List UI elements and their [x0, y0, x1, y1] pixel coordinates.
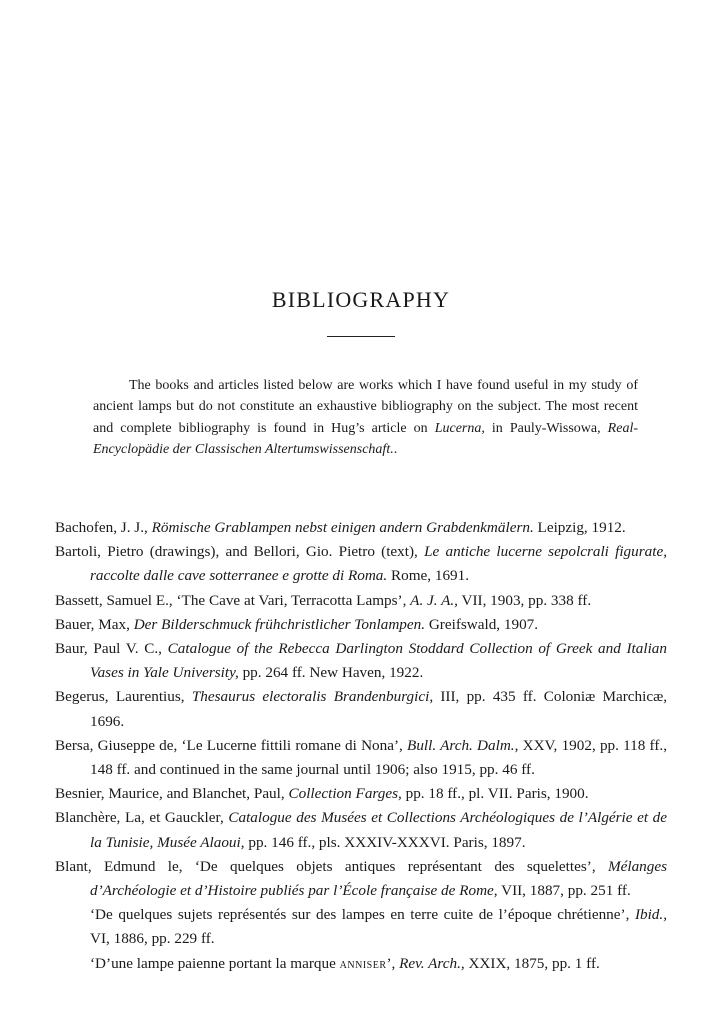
bib-entry-details: Rome, 1691. [387, 567, 470, 585]
bib-subentry [55, 952, 667, 976]
bib-entry-details: III, pp. 435 ff. Coloniæ Marchicæ, 1696. [90, 688, 667, 730]
bib-entry [55, 589, 667, 613]
bib-entry-title: Mélanges d’Archéologie et d’Histoire publiés par l’École française de Rome, [90, 857, 667, 900]
intro-realencyclopadie: Real-Encyclopädie der Classischen Altertumswissenschaft. [93, 420, 638, 458]
intro-text-1: The books and articles listed below are works which I have found useful in my study of ancient lamps but do not constitute an exhaustive bibliography on the subject. The most recent and complete bibliography is found in Hug’s article on [93, 378, 638, 436]
bib-entry-title: Der Bilderschmuck frühchristlicher Tonlampen. [133, 615, 426, 633]
bib-entry-details: pp. 264 ff. New Haven, 1922. [238, 664, 424, 682]
bib-entry-details: pp. 18 ff., pl. VII. Paris, 1900. [401, 785, 589, 803]
bib-entry [55, 613, 667, 637]
bib-subentry-text-2: ’, [386, 954, 400, 972]
bib-entry-title: Le antiche lucerne sepolcrali figurate, raccolte dalle cave sotterranee e grotte di Roma. [90, 543, 668, 585]
bib-subentry-details: XXIX, 1875, pp. 1 ff. [464, 954, 600, 972]
intro-text-3: . [393, 442, 398, 458]
bib-entry-details: pp. 146 ff., pls. XXXIV-XXXVI. Paris, 1897. [244, 833, 526, 851]
bib-entry [55, 637, 667, 685]
title-rule [327, 336, 395, 337]
bib-entry-author: Bauer, Max, [55, 615, 134, 633]
intro-lucerna: Lucerna, [434, 420, 485, 436]
bib-subentry-mark: anniser [339, 955, 387, 971]
bib-subentry [55, 903, 667, 951]
bib-entry-details: VII, 1903, pp. 338 ff. [457, 591, 592, 609]
bib-entry [55, 782, 667, 806]
bib-entry-author: Bachofen, J. J., [55, 519, 152, 536]
bib-subentry-text: ‘D’une lampe paienne portant la marque [90, 954, 340, 972]
bib-entry [55, 734, 667, 782]
bib-entry-details: XXV, 1902, pp. 118 ff., 148 ff. and continued in the same journal until 1906; also 1915, pp. 46 ff. [90, 736, 667, 779]
bib-entry-title: Bull. Arch. Dalm., [407, 736, 519, 754]
bib-entry-author: Blanchère, La, et Gauckler, [55, 809, 229, 827]
bib-subentry-title: Ibid., [634, 906, 667, 924]
bib-entry-author: Blant, Edmund le, ‘De quelques objets antiques représentant des squelettes’, [55, 857, 608, 875]
bibliography-list [55, 516, 667, 976]
bib-entry-details: Greifswald, 1907. [425, 615, 539, 633]
bib-entry-author: Baur, Paul V. C., [55, 640, 168, 658]
bib-entry-title: Thesaurus electoralis Brandenburgici, [191, 688, 434, 706]
bib-entry-author: Bersa, Giuseppe de, ‘Le Lucerne fittili romane di Nona’, [55, 736, 408, 754]
bib-subentry-text: ‘De quelques sujets représentés sur des lampes en terre cuite de l’époque chrétienne’, [90, 906, 635, 924]
bib-entry-author: Begerus, Laurentius, [55, 688, 192, 706]
bib-entry [55, 540, 667, 588]
bib-subentry-details: VI, 1886, pp. 229 ff. [90, 930, 215, 948]
bib-entry-title: Catalogue of the Rebecca Darlington Stoddard Collection of Greek and Italian Vases in Yale University, [90, 640, 667, 682]
bib-entry-author: Besnier, Maurice, and Blanchet, Paul, [55, 785, 289, 803]
intro-text [93, 375, 638, 461]
intro-paragraph [93, 375, 638, 461]
bib-entry-author: Bartoli, Pietro (drawings), and Bellori, Gio. Pietro (text), [55, 543, 425, 561]
bib-entry [55, 516, 667, 540]
bib-entry [55, 685, 667, 733]
bib-entry-author: Bassett, Samuel E., ‘The Cave at Vari, Terracotta Lamps’, [55, 591, 411, 609]
bib-entry [55, 806, 667, 854]
intro-text-2: in Pauly-Wissowa, [484, 420, 608, 436]
bib-entry-title: A. J. A., [410, 591, 458, 609]
bib-entry-details: VII, 1887, pp. 251 ff. [497, 882, 631, 900]
bib-entry [55, 855, 667, 903]
bib-subentry-title: Rev. Arch., [399, 954, 465, 972]
bib-entry-title: Catalogue des Musées et Collections Archéologiques de l’Algérie et de la Tunisie, Musée Alaoui, [90, 809, 667, 851]
page-title: BIBLIOGRAPHY [271, 287, 451, 312]
bib-entry-title: Römische Grablampen nebst einigen andern Grabdenkmälern. [151, 519, 534, 536]
bib-entry-details: Leipzig, 1912. [533, 519, 626, 536]
bib-entry-title: Collection Farges, [288, 785, 402, 803]
